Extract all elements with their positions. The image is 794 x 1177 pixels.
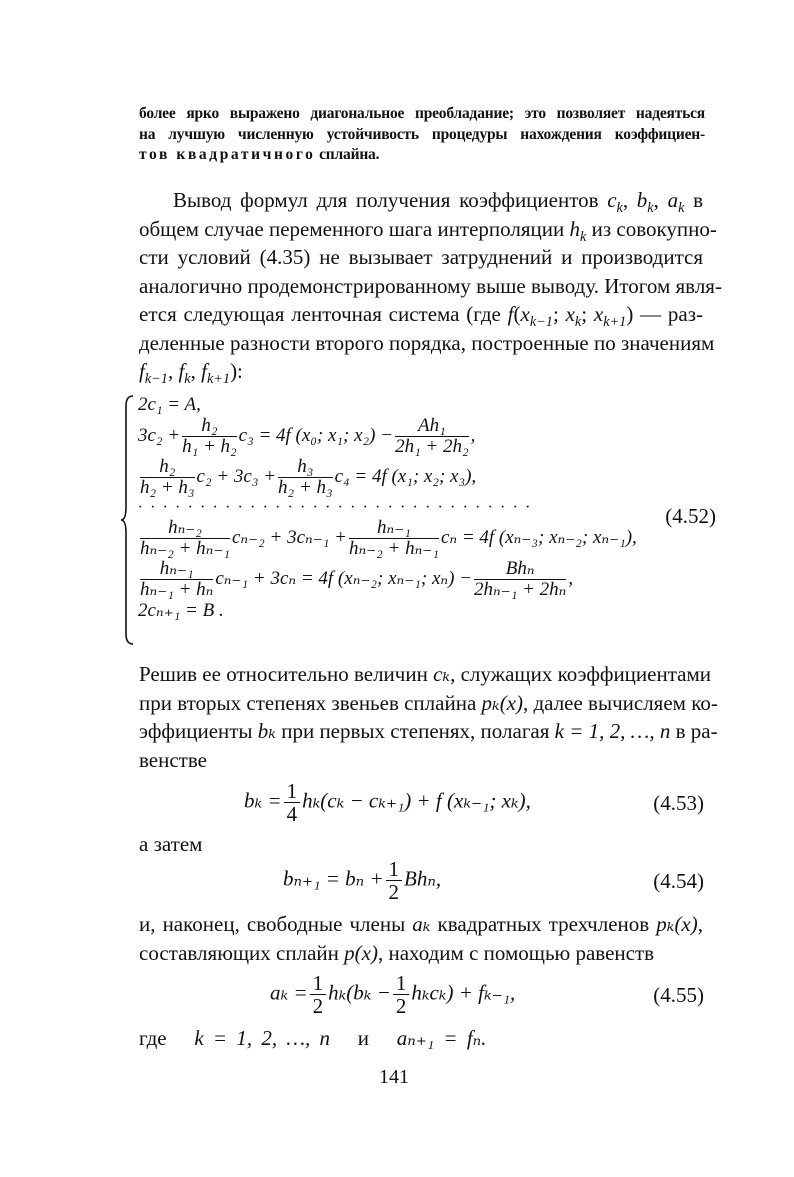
- text-line: [139, 939, 703, 968]
- text: общем случае переменного шага интерполяции: [139, 216, 570, 241]
- text: ется следующая ленточная система (где: [139, 302, 508, 326]
- text-line: Вывод формул для получения коэффициентов $c_k$, $b_k$, $a_k$ в: [173, 188, 703, 216]
- math: Bhₙ,: [404, 866, 442, 891]
- fraction: [182, 416, 237, 457]
- math: hₖ(cₖ − cₖ₊₁) + f (xₖ₋₁; xₖ),: [302, 788, 531, 813]
- denominator: h₁ + h₂: [182, 435, 237, 457]
- math: x: [565, 302, 575, 326]
- text-line: [139, 145, 705, 166]
- math: cₙ₋₂ + 3cₙ₋₁ +: [232, 526, 347, 548]
- math: bₙ₊₁ = bₙ +: [283, 866, 384, 891]
- numerator: hₙ₋₁: [349, 518, 439, 539]
- fraction: [474, 559, 566, 600]
- text-line: венстве: [139, 747, 207, 772]
- math: f: [139, 359, 145, 383]
- denominator: hₙ₋₂ + hₙ₋₁: [348, 537, 439, 559]
- denominator: 2hₙ₋₁ + 2hₙ: [473, 578, 567, 600]
- text-line: сти условий (4.35) не вызывает затруднений и производится: [139, 245, 703, 269]
- denominator: 2: [395, 994, 407, 1019]
- math: c₃ = 4f (x₀; x₁; x₂) −: [238, 424, 394, 446]
- text: сплайна.: [315, 146, 380, 163]
- math: x: [520, 302, 530, 326]
- denominator: h₂ + h₃: [140, 476, 195, 498]
- math: k−1: [144, 370, 168, 387]
- equation-number: (4.53): [653, 791, 704, 815]
- text: Вывод формул для получения коэффициентов: [173, 188, 608, 212]
- text-line: [139, 689, 718, 718]
- text: и, наконец, свободные члены: [139, 912, 413, 936]
- fraction: [395, 416, 469, 457]
- numerator: hₙ₋₁: [140, 559, 213, 580]
- fraction: [349, 518, 439, 559]
- math: k = 1, 2, …, n: [554, 719, 671, 743]
- numerator: hₙ₋₂: [140, 518, 230, 539]
- text-line: [139, 717, 718, 746]
- math: k: [616, 199, 623, 216]
- fraction: [140, 559, 213, 600]
- text-line: [139, 910, 703, 939]
- numerator: Bhₙ: [474, 559, 566, 580]
- equation-number: (4.52): [665, 504, 716, 528]
- text: при вторых степенях звеньев сплайна: [139, 690, 482, 715]
- math: pₖ(x),: [656, 912, 703, 936]
- math: cₙ₋₁ + 3cₙ = 4f (xₙ₋₂; xₙ₋₁; xₙ) −: [215, 567, 472, 589]
- text: и: [357, 1026, 369, 1050]
- text-line: [139, 215, 717, 245]
- denominator: 2h₁ + 2h₂: [395, 435, 469, 457]
- text-then: а затем: [139, 832, 203, 856]
- math: aₙ₊₁ = fₙ.: [396, 1026, 487, 1050]
- text: в ра-: [670, 719, 718, 743]
- math: hₖcₖ) + fₖ₋₁,: [411, 980, 516, 1005]
- ellipsis-row: ································: [138, 498, 538, 516]
- fraction: [140, 457, 195, 498]
- fraction: [284, 780, 301, 825]
- numerator: h₃: [278, 457, 333, 478]
- page-number: 141: [379, 1066, 409, 1088]
- math: bₖ: [257, 719, 276, 743]
- equation-4-54: [283, 858, 441, 903]
- math: k+1: [206, 370, 231, 387]
- math: ,: [568, 567, 574, 589]
- text-line: более ярко выражено диагональное преобладание; это позволяет надеяться: [139, 105, 705, 122]
- numerator: 1: [386, 858, 403, 881]
- math: ,: [470, 424, 476, 446]
- math: k+1: [603, 313, 627, 330]
- text: , находим с помощью равенств: [377, 940, 655, 965]
- math: k: [580, 228, 587, 245]
- numerator: 1: [393, 972, 410, 995]
- math: bₖ =: [244, 788, 282, 813]
- equation-4-53: [244, 780, 531, 825]
- text: эффициенты: [139, 719, 258, 743]
- numerator: 1: [284, 780, 301, 803]
- math: cₙ = 4f (xₙ₋₃; xₙ₋₂; xₙ₋₁),: [440, 526, 637, 548]
- math: pₖ(x): [481, 690, 523, 715]
- text: из совокупно-: [586, 216, 717, 241]
- math: k: [184, 370, 191, 387]
- paragraph-free-terms: [139, 910, 703, 967]
- denominator: h₂ + h₃: [278, 476, 333, 498]
- equation-system-4-52: [120, 394, 716, 650]
- equation-row: [138, 457, 637, 498]
- text: при первых степенях, полагая: [275, 719, 555, 743]
- math: k: [574, 313, 582, 330]
- math: hₖ(bₖ −: [328, 980, 391, 1005]
- equation-row: 2cₙ₊₁ = B .: [138, 599, 224, 621]
- text-line: аналогично продемонстрированному выше выводу. Итогом явля-: [139, 273, 722, 298]
- math: k−1: [529, 313, 553, 330]
- math: p(x): [344, 940, 378, 965]
- math: k: [678, 199, 685, 216]
- text-line: ется следующая ленточная система (где $f(x_{k-1}$; $x_k$; $x_{k+1}$) — раз-: [139, 302, 704, 330]
- numerator: h₂: [182, 416, 237, 437]
- fraction: [393, 972, 410, 1017]
- denominator: hₙ₋₂ + hₙ₋₁: [140, 537, 230, 559]
- denominator: 2: [312, 994, 324, 1019]
- math: c₂ + 3c₃ +: [196, 465, 277, 487]
- fraction: [386, 858, 403, 903]
- text: квадратных трехчленов: [430, 912, 657, 936]
- equation-row: [138, 559, 637, 600]
- text: , служащих коэффициентами: [450, 662, 712, 686]
- denominator: 2: [388, 880, 399, 905]
- math: x: [593, 302, 604, 326]
- equation-number: (4.54): [653, 869, 704, 893]
- text-line: на лучшую численную устойчивость процедуры нахождения коэффициен-: [139, 125, 705, 143]
- math: h: [569, 216, 580, 241]
- spaced-text: тов квадратичного: [139, 146, 316, 163]
- paragraph-derivation: [139, 186, 722, 387]
- math: a: [667, 188, 679, 212]
- equation-row: [138, 416, 637, 457]
- equation-row: [138, 518, 637, 559]
- math: aₖ: [412, 912, 431, 936]
- text-line: [139, 660, 712, 689]
- text: составляющих сплайн: [139, 940, 345, 965]
- math: cₖ: [433, 662, 451, 686]
- math: aₖ =: [270, 980, 308, 1005]
- text: где: [139, 1026, 167, 1050]
- math: f: [507, 302, 514, 326]
- math: c₄ = 4f (x₁; x₂; x₃),: [334, 465, 477, 487]
- equation-number: (4.55): [653, 983, 704, 1007]
- fraction: [310, 972, 327, 1017]
- denominator: hₙ₋₁ + hₙ: [140, 578, 214, 600]
- fraction: [278, 457, 333, 498]
- fraction: [140, 518, 230, 559]
- math: b: [636, 188, 648, 212]
- numerator: 1: [310, 972, 327, 995]
- intro-paragraph: [139, 104, 705, 166]
- text: , далее вычисляем ко-: [523, 690, 718, 715]
- text: Решив ее относительно величин: [139, 662, 434, 686]
- text-line: $f_{k-1}$, $f_k$, $f_{k+1}$):: [139, 359, 243, 387]
- text: в: [684, 188, 703, 212]
- numerator: Ah₁: [395, 416, 469, 437]
- math: k = 1, 2, …, n: [194, 1026, 330, 1050]
- math: f: [201, 359, 207, 383]
- text: — раз-: [633, 302, 704, 326]
- left-brace-icon: [120, 394, 134, 646]
- math: 3c₂ +: [138, 424, 181, 446]
- math: k: [647, 199, 654, 216]
- denominator: 4: [286, 802, 298, 827]
- where-clause: [139, 1026, 486, 1051]
- text-line: деленные разности второго порядка, построенные по значениям: [139, 330, 715, 355]
- equation-row: 2c₁ = A,: [138, 394, 201, 415]
- paragraph-solution: [139, 660, 718, 774]
- math: c: [607, 188, 617, 212]
- math: f: [178, 359, 185, 383]
- equation-4-55: [270, 972, 515, 1017]
- numerator: h₂: [140, 457, 195, 478]
